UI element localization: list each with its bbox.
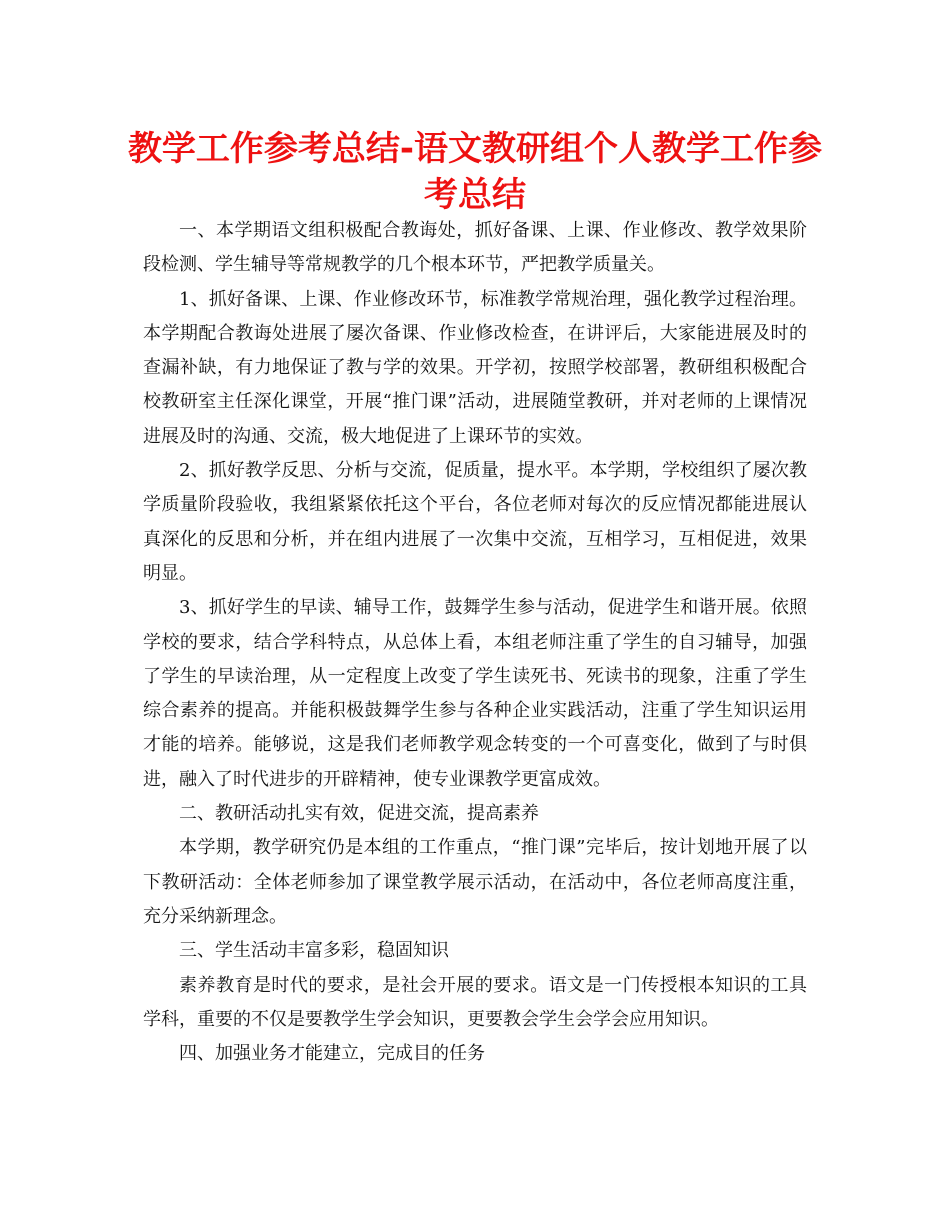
paragraph-item-2: 2、抓好教学反思、分析与交流，促质量，提水平。本学期，学校组织了屡次教学质量阶段验收，我组紧紧依托这个平台，各位老师对每次的反应情况都能进展认真深化的反思和分析，并在组内进展了一次集中交流，互相学习，互相促进，效果明显。 — [143, 460, 807, 584]
paragraph-section-1: 一、本学期语文组积极配合教诲处，抓好备课、上课、作业修改、教学效果阶段检测、学生辅导等常规教学的几个根本环节，严把教学质量关。 — [143, 220, 807, 276]
paragraph-section-4-heading: 四、加强业务才能建立，完成目的任务 — [179, 1043, 485, 1065]
paragraph-item-1: 1、抓好备课、上课、作业修改环节，标准教学常规治理，强化教学过程治理。本学期配合教诲处进展了屡次备课、作业修改检查，在讲评后，大家能进展及时的查漏补缺，有力地保证了教与学的效果。开学初，按照学校部署，教研组积极配合校教研室主任深化课堂，开展“推门课”活动，进展随堂教研，并对老师的上课情况进展及时的沟通、交流，极大地促进了上课环节的实效。 — [143, 288, 807, 447]
paragraph-section-2-body: 本学期，教学研究仍是本组的工作重点，“推门课”完毕后，按计划地开展了以下教研活动：全体老师参加了课堂教学展示活动，在活动中，各位老师高度注重，充分采纳新理念。 — [143, 837, 807, 927]
paragraph-section-3-heading: 三、学生活动丰富多彩，稳固知识 — [179, 940, 449, 962]
document-body — [143, 214, 807, 1071]
paragraph-item-3: 3、抓好学生的早读、辅导工作，鼓舞学生参与活动，促进学生和谐开展。依照学校的要求，结合学科特点，从总体上看，本组老师注重了学生的自习辅导，加强了学生的早读治理，从一定程度上改变了学生读死书、死读书的现象，注重了学生综合素养的提高。并能积极鼓舞学生参与各种企业实践活动，注重了学生知识运用才能的培养。能够说，这是我们老师教学观念转变的一个可喜变化，做到了与时俱进，融入了时代进步的开辟精神，使专业课教学更富成效。 — [143, 597, 807, 790]
paragraph-section-2-heading: 二、教研活动扎实有效，促进交流，提高素养 — [179, 803, 539, 825]
paragraph-section-3-body: 素养教育是时代的要求，是社会开展的要求。语文是一门传授根本知识的工具学科，重要的不仅是要教学生学会知识，更要教会学生会学会应用知识。 — [143, 974, 807, 1030]
page-title: 教学工作参考总结-语文教研组个人教学工作参考总结 — [127, 129, 823, 215]
